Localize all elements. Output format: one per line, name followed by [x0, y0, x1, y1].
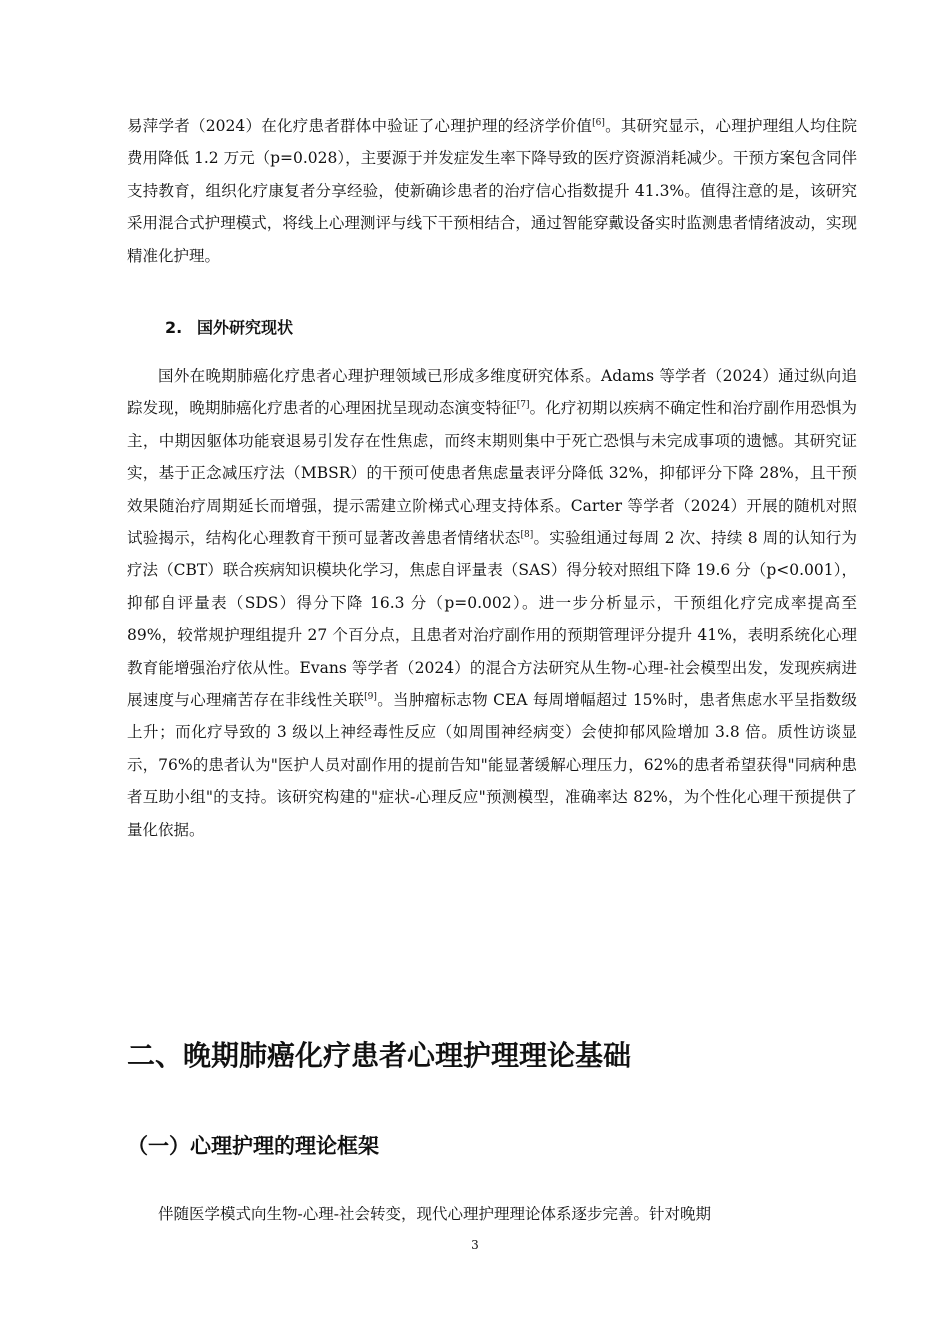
paragraph-text: 国外在晚期肺癌化疗患者心理护理领域已形成多维度研究体系。Adams 等学者（2024）通过纵向追踪发现，晚期肺癌化疗患者的心理困扰呈现动态演变特征	[127, 367, 857, 418]
paragraph-text: 易萍学者（2024）在化疗患者群体中验证了心理护理的经济学价值	[127, 117, 593, 135]
paragraph-text: 。当肿瘤标志物 CEA 每周增幅超过 15%时，患者焦虑水平呈指数级上升；而化疗导致的 3 级以上神经毒性反应（如周围神经病变）会使抑郁风险增加 3.8 倍。质性访谈显示，76%的患者认为"医护人员对副作用的提前告知"能显著缓解心理压力，62%的患者希望获得"同病种患者互助小组"的支持。该研究构建的"症状-心理反应"预测模型，准确率达 82%，为个性化心理干预提供了量化依据。	[127, 691, 857, 839]
page-number: 3	[471, 1238, 479, 1252]
citation-ref[interactable]: [6]	[592, 117, 605, 128]
citation-ref[interactable]: [7]	[516, 400, 530, 411]
section-number: 2.	[165, 318, 183, 337]
section-heading-foreign-research	[165, 315, 293, 338]
section-title: 国外研究现状	[197, 318, 294, 337]
paragraph-text: 。其研究显示，心理护理组人均住院费用降低 1.2 万元（p=0.028），主要源于并发症发生率下降导致的医疗资源消耗减少。干预方案包含同伴支持教育，组织化疗康复者分享经验，使新确诊患者的治疗信心指数提升 41.3%。值得注意的是，该研究采用混合式护理模式，将线上心理测评与线下干预相结合，通过智能穿戴设备实时监测患者情绪波动，实现精准化护理。	[127, 117, 857, 265]
paragraph-text: 。化疗初期以疾病不确定性和治疗副作用恐惧为主，中期因躯体功能衰退易引发存在性焦虑，而终末期则集中于死亡恐惧与未完成事项的遗憾。其研究证实，基于正念减压疗法（MBSR）的干预可使患者焦虑量表评分降低 32%，抑郁评分下降 28%，且干预效果随治疗周期延长而增强，提示需建立阶梯式心理支持体系。Carter 等学者（2024）开展的随机对照试验揭示，结构化心理教育干预可显著改善患者情绪状态	[127, 399, 857, 548]
paragraph-theory-intro: 伴随医学模式向生物-心理-社会转变，现代心理护理理论体系逐步完善。针对晚期	[158, 1205, 711, 1223]
citation-ref[interactable]: [8]	[520, 529, 534, 540]
chapter-heading: 二、晚期肺癌化疗患者心理护理理论基础	[127, 1039, 632, 1072]
citation-ref[interactable]: [9]	[364, 691, 377, 702]
paragraph-domestic-study	[127, 110, 857, 272]
subsection-heading: （一）心理护理的理论框架	[127, 1134, 379, 1158]
paragraph-text: 。实验组通过每周 2 次、持续 8 周的认知行为疗法（CBT）联合疾病知识模块化学习，焦虑自评量表（SAS）得分较对照组下降 19.6 分（p<0.001），抑郁自评量表（SDS）得分下降 16.3 分（p=0.002）。进一步分析显示，干预组化疗完成率提高至 89%，较常规护理组提升 27 个百分点，且患者对治疗副作用的预期管理评分提升 41%，表明系统化心理教育能增强治疗依从性。Evans 等学者（2024）的混合方法研究从生物-心理-社会模型出发，发现疾病进展速度与心理痛苦存在非线性关联	[127, 529, 857, 710]
paragraph-foreign-study	[127, 360, 857, 846]
